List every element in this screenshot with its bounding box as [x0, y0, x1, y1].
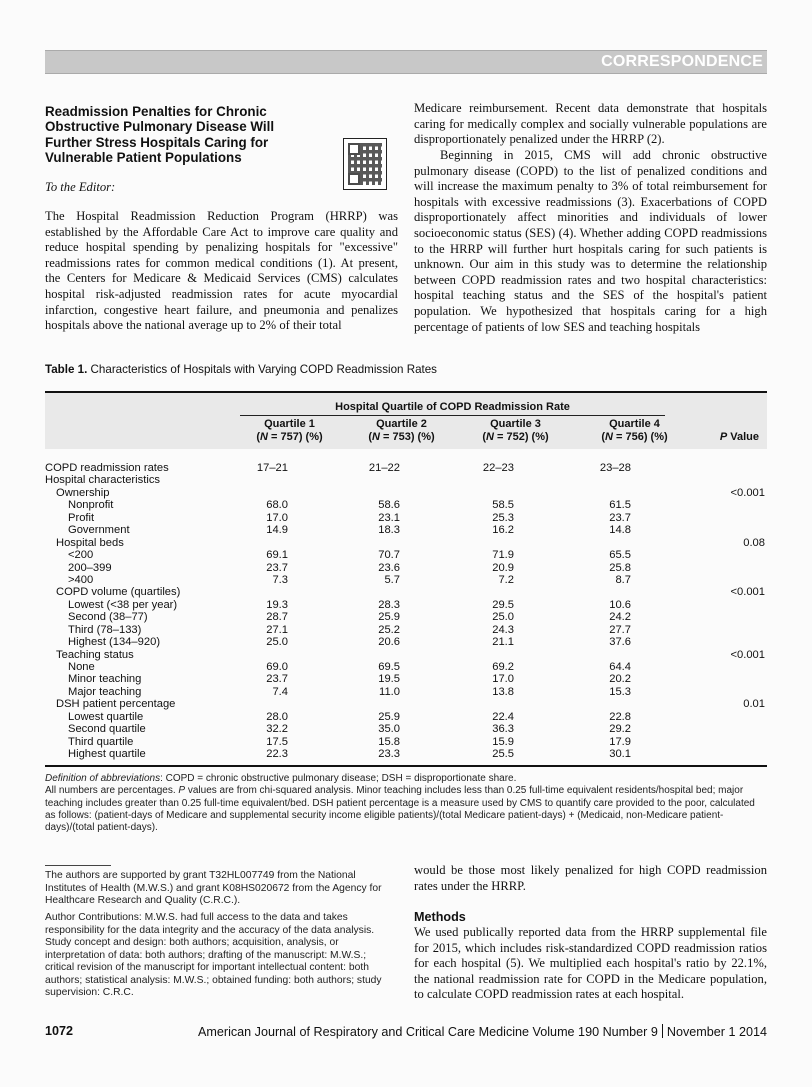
cell-quartile-3: 25.0: [492, 611, 514, 624]
qr-code-icon[interactable]: [343, 138, 387, 190]
cell-quartile-2: 69.5: [378, 661, 400, 673]
cell-quartile-4: 65.5: [609, 549, 631, 562]
cell-quartile-4: 37.6: [609, 636, 631, 649]
cell-quartile-4: 10.6: [609, 598, 631, 611]
table-row: [45, 562, 767, 574]
intro-paragraph-right-1: Medicare reimbursement. Recent data demonstrate that hospitals caring for medically complex and socially vulnerable populations are disproportionately penalized under the HRRP (2).: [414, 101, 767, 147]
section-label: CORRESPONDENCE: [601, 53, 763, 70]
methods-heading: Methods: [414, 910, 466, 924]
cell-quartile-3: 22–23: [482, 462, 514, 474]
cell-quartile-3: 17.0: [492, 673, 514, 686]
column-header-pvalue: P Value: [719, 431, 759, 443]
cell-quartile-2: 23.6: [378, 561, 400, 574]
cell-quartile-1: 14.9: [266, 524, 288, 537]
cell-quartile-2: 20.6: [378, 636, 400, 649]
cell-quartile-3: 20.9: [492, 561, 514, 574]
cell-quartile-2: 25.9: [378, 611, 400, 624]
cell-quartile-3: 15.9: [492, 735, 514, 748]
intro-paragraph-right-2: Beginning in 2015, CMS will add chronic obstructive pulmonary disease (COPD) to the list of penalized conditions and will increase the maximum penalty to 3% of total reimbursement for hospitals with excessive readmissions (3). Exacerbations of COPD disproportionately affect minorities and individuals of lower socioeconomic status (SES) (4). Whether adding COPD readmissions to the HRRP will further hurt hospitals caring for such patients is unknown. Our aim in this study was to determine the relationship between COPD readmission rates and two hospital characteristics: hospital teaching status and the SES of the hospital's patient population. We hypothesized that hospitals caring for a high percentage of patients of low SES and teaching hospitals: [414, 148, 767, 334]
row-label: DSH patient percentage: [56, 698, 176, 711]
table-row: [45, 736, 767, 748]
cell-quartile-4: 23.7: [609, 511, 631, 524]
column-header-q4: Quartile 4 (N = 756) (%): [601, 418, 668, 443]
row-label: Third (78–133): [68, 623, 142, 636]
cell-quartile-1: 27.1: [266, 623, 288, 636]
cell-quartile-3: 36.3: [492, 723, 514, 736]
spanning-header-rule: [240, 415, 665, 416]
row-label: COPD volume (quartiles): [56, 586, 181, 599]
cell-quartile-3: 25.5: [492, 748, 514, 761]
row-label: COPD readmission rates: [45, 462, 169, 474]
row-label: <200: [68, 549, 94, 562]
cell-quartile-1: 17.5: [266, 735, 288, 748]
cell-quartile-2: 70.7: [378, 549, 400, 562]
cell-quartile-1: 17.0: [266, 511, 288, 524]
cell-quartile-4: 64.4: [609, 661, 631, 673]
cell-quartile-4: 17.9: [609, 735, 631, 748]
cell-quartile-4: 23–28: [599, 462, 631, 474]
table-row: [45, 462, 767, 474]
row-label: >400: [68, 573, 94, 586]
table-row: [45, 474, 767, 486]
row-label: Government: [68, 524, 130, 537]
intro-paragraph-left: The Hospital Readmission Reduction Program (HRRP) was established by the Affordable Care Act to improve care quality and reduce hospital spending by penalizing hospitals for "excessive" readmissions rates for common medical conditions (1). At present, the Centers for Medicare & Medicaid Services (CMS) calculates hospital risk-adjusted readmission rates for acute myocardial infarction, congestive heart failure, and pneumonia and penalizes hospitals above the national average up to 2% of their total: [45, 209, 398, 333]
cell-quartile-3: 69.2: [492, 661, 514, 673]
row-label: Second quartile: [68, 723, 146, 736]
cell-quartile-4: 27.7: [609, 623, 631, 636]
table-header: [45, 393, 767, 449]
cell-quartile-3: 58.5: [492, 499, 514, 512]
cell-pvalue: <0.001: [730, 586, 765, 599]
table-body: [45, 462, 767, 761]
cell-quartile-2: 5.7: [384, 573, 400, 586]
table-caption-label: Table 1.: [45, 363, 88, 376]
cell-quartile-4: 15.3: [609, 685, 631, 698]
row-label: Hospital characteristics: [45, 474, 161, 487]
cell-quartile-2: 18.3: [378, 524, 400, 537]
cell-quartile-2: 19.5: [378, 673, 400, 686]
continuation-paragraph: would be those most likely penalized for high COPD readmission rates under the HRRP.: [414, 863, 767, 893]
table-row: [45, 487, 767, 499]
journal-citation: American Journal of Respiratory and Critical Care Medicine Volume 190 Number 9 November 1 2014: [197, 1025, 767, 1039]
cell-quartile-3: 22.4: [492, 710, 514, 723]
table-row: [45, 611, 767, 623]
cell-quartile-3: 25.3: [492, 511, 514, 524]
cell-quartile-3: 24.3: [492, 623, 514, 636]
cell-quartile-3: 21.1: [492, 636, 514, 649]
footnote-divider: [45, 865, 111, 866]
row-label: Minor teaching: [68, 673, 142, 686]
row-label: Profit: [68, 511, 95, 524]
cell-quartile-2: 15.8: [378, 735, 400, 748]
methods-paragraph: We used publically reported data from the HRRP supplemental file for 2015, which includes risk-standardized COPD readmission ratios for each hospital (5). We multiplied each hospital's ratio by 22.1%, the national readmission rate for COPD in the Medicare population, to calculate COPD readmission rates at each hospital.: [414, 925, 767, 1002]
cell-quartile-4: 30.1: [609, 748, 631, 761]
column-header-q2: Quartile 2 (N = 753) (%): [368, 418, 435, 443]
cell-pvalue: <0.001: [730, 486, 765, 499]
table-row: [45, 636, 767, 648]
table-row: [45, 686, 767, 698]
author-contributions: Author Contributions: M.W.S. had full access to the data and takes responsibility for the data integrity and the accuracy of the data analysis. Study concept and design: both authors; acquisition, analysis, or interpretation of data: both authors; drafting of the manuscript: M.W.S.; critical revision of the manuscript for important intellectual content: both authors; statistical analysis: M.W.S.; obtained funding: both authors; study supervision: C.R.C.: [45, 912, 382, 998]
table-row: [45, 624, 767, 636]
cell-quartile-2: 28.3: [378, 598, 400, 611]
row-label: Nonprofit: [68, 499, 114, 512]
row-label: Highest quartile: [68, 748, 146, 761]
column-header-q1: Quartile 1 (N = 757) (%): [256, 418, 323, 443]
table-caption: [45, 363, 437, 376]
cell-quartile-1: 32.2: [266, 723, 288, 736]
table-row: [45, 599, 767, 611]
cell-quartile-4: 8.7: [615, 573, 631, 586]
table-row: [45, 723, 767, 735]
cell-quartile-4: 14.8: [609, 524, 631, 537]
table-row: [45, 549, 767, 561]
cell-quartile-4: 22.8: [609, 710, 631, 723]
table-row: [45, 649, 767, 661]
cell-quartile-1: 69.1: [266, 549, 288, 562]
table-row: [45, 574, 767, 586]
table-bottom-rule: [45, 765, 767, 767]
cell-quartile-3: 13.8: [492, 685, 514, 698]
cell-quartile-4: 20.2: [609, 673, 631, 686]
table-row: [45, 711, 767, 723]
row-label: Lowest (<38 per year): [68, 598, 178, 611]
row-label: Hospital beds: [56, 536, 124, 549]
cell-quartile-2: 35.0: [378, 723, 400, 736]
cell-quartile-1: 19.3: [266, 598, 288, 611]
page-number: 1072: [45, 1024, 74, 1038]
table-row: [45, 512, 767, 524]
table-row: [45, 661, 767, 673]
cell-quartile-1: 7.3: [272, 573, 288, 586]
table-row: [45, 524, 767, 536]
cell-pvalue: <0.001: [730, 648, 765, 661]
table-row: [45, 673, 767, 685]
cell-quartile-2: 25.9: [378, 710, 400, 723]
table-row: [45, 748, 767, 760]
cell-quartile-3: 29.5: [492, 598, 514, 611]
column-header-q3: Quartile 3 (N = 752) (%): [482, 418, 549, 443]
cell-quartile-2: 25.2: [378, 623, 400, 636]
cell-quartile-1: 7.4: [272, 685, 288, 698]
row-label: Major teaching: [68, 685, 142, 698]
row-label: Third quartile: [68, 735, 134, 748]
cell-quartile-2: 11.0: [379, 685, 400, 698]
cell-quartile-2: 23.3: [378, 748, 400, 761]
cell-quartile-3: 7.2: [498, 573, 514, 586]
row-label: 200–399: [68, 561, 112, 574]
table-footnote: Definition of abbreviations: COPD = chronic obstructive pulmonary disease; DSH = disproportionate share. All numbers are percentages. P values are from chi-squared analysis. Minor teaching includes less than 0.25 full-time equivalent residents/hospital bed; major teaching includes greater than 0.25 full-time equivalent/bed. DSH patient percentage is a measure used by CMS to quantify care provided to the poor, calculated as follows: (patient-days of Medicare and supplemental security income eligible patients)/(total Medicare patient-days) + (Medicaid, non-Medicare patient-days)/(total patient-days).: [45, 773, 755, 834]
cell-quartile-1: 23.7: [266, 673, 288, 686]
cell-quartile-1: 22.3: [266, 748, 288, 761]
table-row: [45, 698, 767, 710]
row-label: None: [68, 661, 95, 673]
cell-pvalue: 0.08: [743, 536, 765, 549]
table-row: [45, 586, 767, 598]
cell-quartile-4: 29.2: [609, 723, 631, 736]
table-row: [45, 537, 767, 549]
cell-quartile-3: 16.2: [492, 524, 514, 537]
funding-note: The authors are supported by grant T32HL007749 from the National Institutes of Health (M.W.S.) and grant K08HS020672 from the Agency for Healthcare Research and Quality (C.R.C.).: [45, 870, 382, 906]
cell-quartile-1: 17–21: [256, 462, 288, 474]
cell-quartile-1: 68.0: [266, 499, 288, 512]
table-caption-text: Characteristics of Hospitals with Varying COPD Readmission Rates: [90, 363, 437, 376]
row-label: Teaching status: [56, 648, 134, 661]
cell-quartile-3: 71.9: [492, 549, 514, 562]
table-row: [45, 499, 767, 511]
article-title: Readmission Penalties for Chronic Obstructive Pulmonary Disease Will Further Stress Hospitals Caring for Vulnerable Patient Populations: [45, 104, 275, 165]
cell-quartile-2: 21–22: [368, 462, 400, 474]
section-header-band: [45, 50, 767, 74]
cell-quartile-4: 61.5: [609, 499, 631, 512]
cell-quartile-1: 28.7: [266, 611, 288, 624]
row-label: Second (38–77): [68, 611, 148, 624]
spanning-header: Hospital Quartile of COPD Readmission Rate: [335, 401, 570, 413]
row-label: Lowest quartile: [68, 710, 144, 723]
cell-quartile-2: 58.6: [378, 499, 400, 512]
row-label: Ownership: [56, 486, 110, 499]
cell-quartile-1: 25.0: [266, 636, 288, 649]
row-label: Highest (134–920): [68, 636, 161, 649]
cell-quartile-2: 23.1: [378, 511, 400, 524]
cell-quartile-4: 25.8: [609, 561, 631, 574]
cell-quartile-1: 28.0: [266, 710, 288, 723]
cell-quartile-1: 23.7: [266, 561, 288, 574]
cell-quartile-4: 24.2: [609, 611, 631, 624]
cell-quartile-1: 69.0: [266, 661, 288, 673]
cell-pvalue: 0.01: [743, 698, 765, 711]
salutation: To the Editor:: [45, 180, 116, 194]
